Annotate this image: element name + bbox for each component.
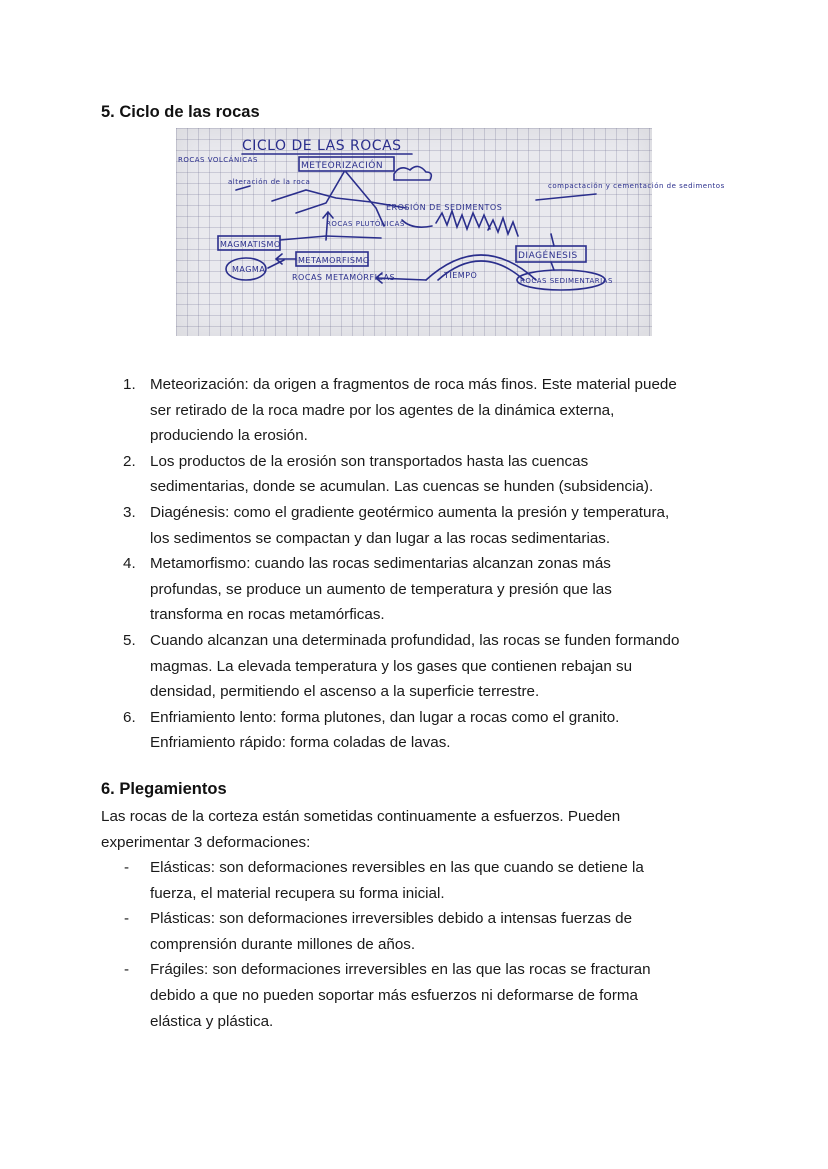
diagram-label-rocas-metamorficas: ROCAS METAMÓRFICAS [292, 273, 396, 282]
diagram-label-rocas-sedimentarias: ROCAS SEDIMENTARIAS [520, 277, 613, 285]
diagram-title: CICLO DE LAS ROCAS [242, 138, 402, 154]
list-item-number: 2. [123, 452, 136, 470]
list-item [100, 449, 740, 500]
diagram-label-magmatismo: MAGMATISMO [220, 240, 281, 249]
text-line: experimentar 3 deformaciones: [101, 833, 311, 851]
list-item-number: 4. [123, 555, 136, 573]
text-line: Enfriamiento lento: forma plutones, dan lugar a rocas como el granito. [150, 708, 620, 726]
text-line: Los productos de la erosión son transportados hasta las cuencas [150, 452, 589, 470]
diagram-label-metamorfismo: METAMORFISMO [298, 256, 370, 265]
text-line: Diagénesis: como el gradiente geotérmico aumenta la presión y temperatura, [150, 503, 670, 521]
text-line: Cuando alcanzan una determinada profundidad, las rocas se funden formando [150, 631, 680, 649]
deformation-types-list [100, 855, 740, 1034]
diagram-label-rocas-plutonicas: ROCAS PLUTÓNICAS [326, 220, 405, 228]
text-line: debido a que no pueden soportar más esfuerzos ni deformarse de forma [150, 986, 638, 1004]
list-item [100, 500, 740, 551]
list-item [100, 372, 740, 449]
text-line: Elásticas: son deformaciones reversibles en las que cuando se detiene la [150, 859, 644, 876]
rock-cycle-steps-list [100, 372, 740, 756]
text-line: ser retirado de la roca madre por los agentes de la dinámica externa, [150, 401, 615, 419]
text-line: produciendo la erosión. [150, 427, 308, 445]
list-item [100, 551, 740, 628]
text-line: Meteorización: da origen a fragmentos de roca más finos. Este material puede [150, 376, 677, 393]
list-item-number: 1. [123, 376, 136, 393]
list-item [100, 906, 740, 957]
diagram-label-compactacion: compactación y cementación de sedimentos [548, 182, 725, 190]
list-item-number: 5. [123, 631, 136, 649]
bullet-marker: - [124, 910, 130, 928]
rock-cycle-sketch [176, 128, 725, 336]
diagram-label-tiempo: TIEMPO [444, 271, 478, 280]
bullet-marker: - [124, 859, 130, 876]
list-item [100, 957, 740, 1034]
text-line: los sedimentos se compactan y dan lugar a las rocas sedimentarias. [150, 529, 611, 547]
list-item-number: 3. [123, 503, 136, 521]
diagram-label-diagenesis: DIAGÉNESIS [518, 251, 578, 261]
diagram-label-alteracion: alteración de la roca [228, 178, 311, 186]
text-line: densidad, permitiendo el ascenso a la superficie terrestre. [150, 683, 540, 701]
text-line: magmas. La elevada temperatura y los gases que contienen rebajan su [150, 657, 633, 675]
text-line: Frágiles: son deformaciones irreversibles en las que las rocas se fracturan [150, 961, 651, 979]
text-line: Metamorfismo: cuando las rocas sedimentarias alcanzan zonas más [150, 555, 611, 573]
text-line: Las rocas de la corteza están sometidas continuamente a esfuerzos. Pueden [101, 808, 621, 825]
text-line: transforma en rocas metamórficas. [150, 606, 385, 624]
list-item [100, 855, 740, 906]
text-line: comprensión durante millones de años. [150, 935, 416, 953]
text-line: sedimentarias, donde se acumulan. Las cuencas se hunden (subsidencia). [150, 478, 654, 496]
list-item [100, 705, 740, 756]
list-item [100, 628, 740, 705]
text-line: fuerza, el material recupera su forma inicial. [150, 884, 445, 902]
text-line: Plásticas: son deformaciones irreversibles debido a intensas fuerzas de [150, 910, 633, 928]
text-line: profundas, se produce un aumento de temperatura y presión que las [150, 580, 612, 598]
rock-cycle-sketch-photo [176, 128, 725, 336]
diagram-label-rocas-volcanicas: ROCAS VOLCÁNICAS [178, 156, 258, 164]
list-item-number: 6. [123, 708, 136, 726]
section-6-intro [101, 804, 721, 855]
section-6-heading: 6. Plegamientos [101, 780, 227, 798]
diagram-label-magma: MAGMA [232, 265, 266, 274]
bullet-marker: - [124, 961, 130, 979]
section-5-heading: 5. Ciclo de las rocas [101, 103, 260, 121]
diagram-label-erosion: EROSIÓN DE SEDIMENTOS [386, 203, 503, 212]
text-line: elástica y plástica. [150, 1012, 274, 1030]
diagram-label-meteorizacion: METEORIZACIÓN [301, 161, 384, 171]
text-line: Enfriamiento rápido: forma coladas de lavas. [150, 734, 451, 752]
